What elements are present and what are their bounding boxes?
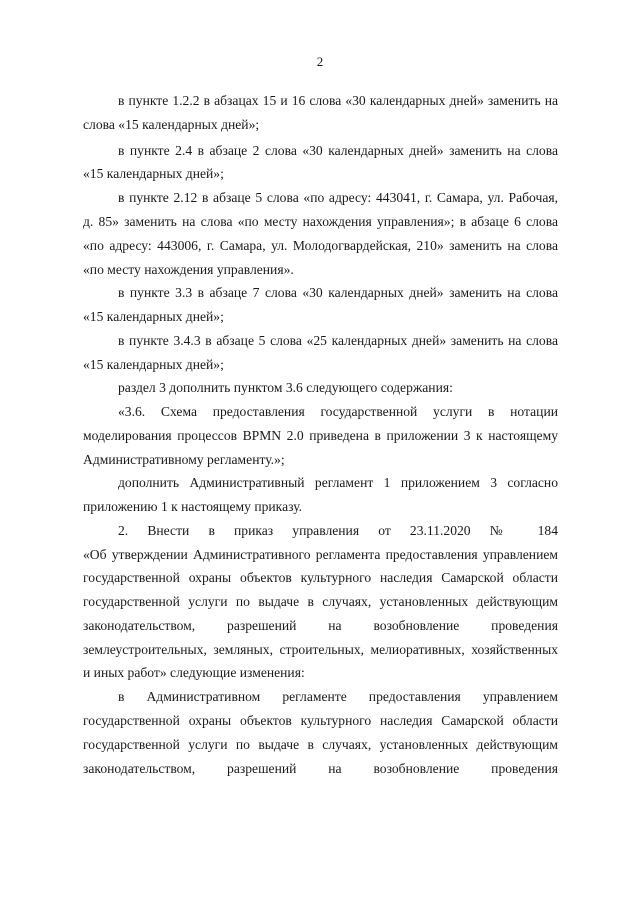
text-line: раздел 3 дополнить пунктом 3.6 следующего содержания:	[118, 380, 453, 395]
text-line: законодательством, разрешений на возобновление проведения	[83, 761, 558, 776]
text-line: моделирования процессов BPMN 2.0 приведена в приложении 3 к настоящему	[83, 428, 558, 443]
text-line: в пункте 3.3 в абзаце 7 слова «30 календарных дней» заменить на слова	[118, 285, 558, 300]
text-line: «по адресу: 443006, г. Самара, ул. Молодогвардейская, 210» заменить на слова	[83, 238, 558, 253]
text-line: «15 календарных дней»;	[83, 309, 224, 324]
text-line: в пункте 2.4 в абзаце 2 слова «30 календарных дней» заменить на слова	[118, 143, 558, 158]
text-line: «15 календарных дней»;	[83, 166, 224, 181]
text-line: «3.6. Схема предоставления государственной услуги в нотации	[118, 404, 558, 419]
text-line: «15 календарных дней»;	[83, 357, 224, 372]
page-number: 2	[316, 54, 324, 69]
text-line: и иных работ» следующие изменения:	[83, 665, 305, 680]
text-line: в пункте 3.4.3 в абзаце 5 слова «25 календарных дней» заменить на слова	[118, 333, 558, 348]
text-line: в Административном регламенте предоставления управлением	[118, 689, 558, 704]
text-line: государственной охраны объектов культурного наследия Самарской области	[83, 713, 558, 728]
text-line: законодательством, разрешений на возобновление проведения	[83, 618, 558, 633]
text-line: землеустроительных, земляных, строительных, мелиоративных, хозяйственных	[83, 642, 558, 657]
text-line: государственной услуги по выдаче в случаях, установленных действующим	[83, 594, 558, 609]
text-line: государственной охраны объектов культурного наследия Самарской области	[83, 570, 558, 585]
text-line: «Об утверждении Административного регламента предоставления управлением	[83, 547, 558, 562]
text-line: д. 85» заменить на слова «по месту нахождения управления»; в абзаце 6 слова	[83, 214, 558, 229]
text-line: приложению 1 к настоящему приказу.	[83, 499, 303, 514]
text-line: в пункте 1.2.2 в абзацах 15 и 16 слова «30 календарных дней» заменить на	[118, 93, 558, 108]
text-line: государственной услуги по выдаче в случаях, установленных действующим	[83, 737, 558, 752]
text-line: дополнить Административный регламент 1 приложением 3 согласно	[118, 475, 558, 490]
text-line: Административному регламенту.»;	[83, 452, 285, 467]
text-line: в пункте 2.12 в абзаце 5 слова «по адресу: 443041, г. Самара, ул. Рабочая,	[118, 190, 558, 205]
text-line: 2. Внести в приказ управления от 23.11.2020 № 184	[118, 523, 558, 538]
text-line: «по месту нахождения управления».	[83, 262, 294, 277]
text-line: слова «15 календарных дней»;	[83, 117, 260, 132]
